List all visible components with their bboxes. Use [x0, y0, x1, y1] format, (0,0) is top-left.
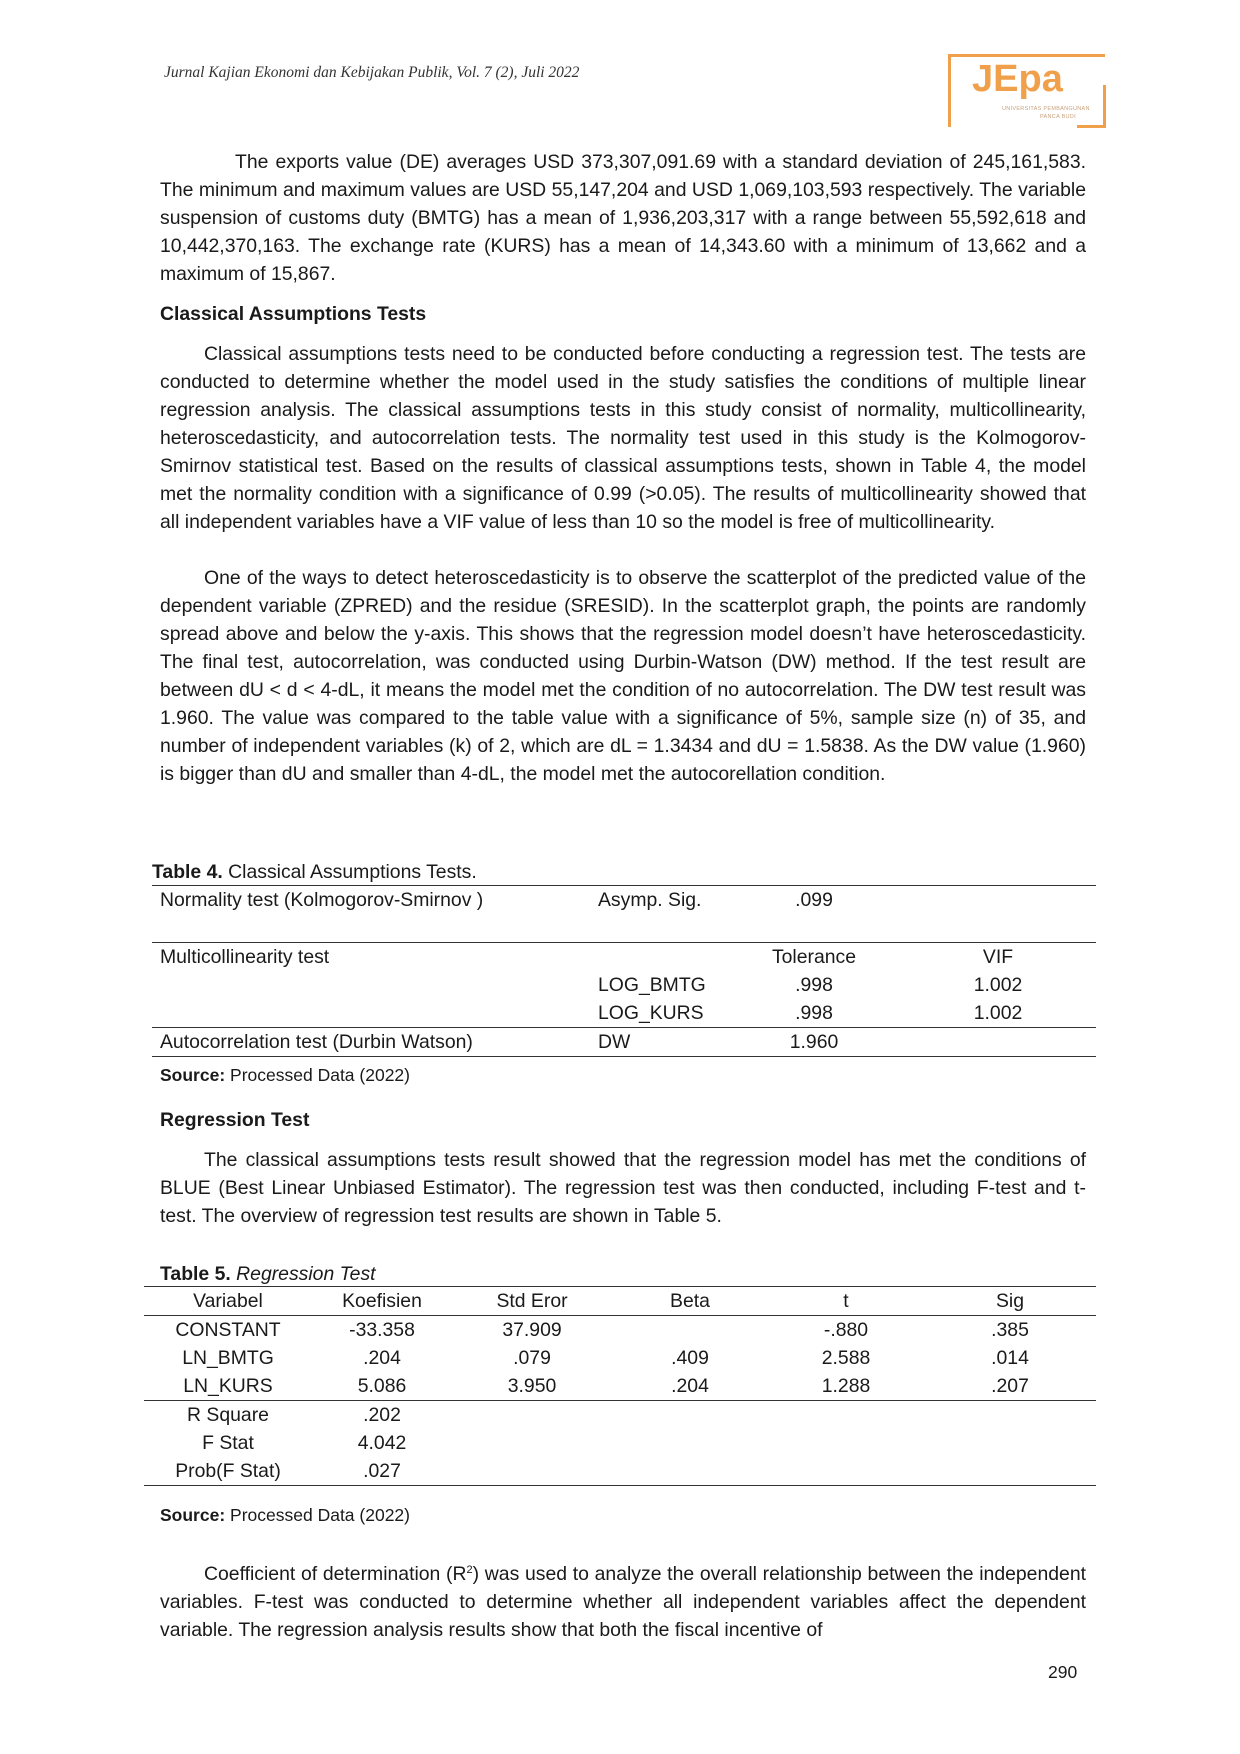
stat-label: R Square	[187, 1404, 269, 1426]
source-text: Processed Data (2022)	[230, 1065, 410, 1085]
logo-subtitle-2: PANCA BUDI	[1040, 114, 1076, 120]
header-cell: t	[843, 1290, 849, 1312]
cell-vif: 1.002	[973, 973, 1023, 996]
table4-source	[160, 1064, 410, 1086]
paragraph-text: Classical assumptions tests need to be conducted before conducting a regression test. The tests are conducted to determine whether the model used in the study satisfies the conditions of multiple linear regression analysis. The classical assumptions tests in this study consist of normality, multicollinearity, heteroscedasticity, and autocorrelation tests. The normality test used in this study is the Kolmogorov-Smirnov statistical test. Based on the results of classical assumptions tests, shown in Table 4, the model met the normality condition with a significance of 0.99 (>0.05). The results of multicollinearity showed that all independent variables have a VIF value of less than 10 so the model is free of multicollinearity.	[160, 343, 1086, 533]
paragraph-determination	[160, 1560, 1086, 1644]
cell-tol: .998	[795, 973, 833, 996]
cell: -.880	[823, 1319, 869, 1341]
cell-tol: .998	[795, 1001, 833, 1024]
section-heading: Classical Assumptions Tests	[160, 303, 427, 325]
cell: LN_BMTG	[182, 1347, 274, 1369]
cell-value: .099	[795, 889, 833, 911]
cell: .409	[671, 1347, 709, 1369]
stat-row	[144, 1401, 1096, 1430]
table4-row-multicol-header	[152, 942, 1096, 971]
cell: 1.288	[821, 1375, 871, 1397]
stat-value: .202	[363, 1404, 401, 1426]
stat-label: Prob(F Stat)	[175, 1460, 281, 1482]
paragraph-text: The classical assumptions tests result showed that the regression model has met the conditions of BLUE (Best Linear Unbiased Estimator). The regression test was then conducted, including F-test and t-test. The overview of regression test results are shown in Table 5.	[160, 1149, 1086, 1227]
source-label: Source:	[160, 1065, 226, 1085]
cell: .385	[991, 1319, 1029, 1341]
table4-label: Table 4.	[152, 861, 223, 883]
table5-caption	[160, 1262, 376, 1286]
superscript: 2	[466, 1564, 473, 1576]
cell: 3.950	[507, 1375, 557, 1397]
source-text: Processed Data (2022)	[230, 1505, 410, 1525]
paragraph-text: The exports value (DE) averages USD 373,307,091.69 with a standard deviation of 245,161,583. The minimum and maximum values are USD 55,147,204 and USD 1,069,103,593 respectively. The variable suspension of customs duty (BMTG) has a mean of 1,936,203,317 with a range between 55,592,618 and 10,442,370,163. The exchange rate (KURS) has a mean of 14,343.60 with a minimum of 13,662 and a maximum of 15,867.	[160, 151, 1086, 285]
cell-stat: Asymp. Sig.	[598, 889, 702, 911]
header-cell: Beta	[670, 1290, 710, 1312]
table4	[152, 885, 1096, 1057]
paragraph-part: ) was used to analyze the overall relationship between the independent variables. F-test was conducted to determine whether all independent variables affect the dependent variable. The regression analysis results show that both the fiscal incentive of	[160, 1563, 1086, 1641]
stat-label: F Stat	[202, 1432, 254, 1454]
paragraph-classical	[160, 340, 1086, 536]
source-label: Source:	[160, 1505, 226, 1525]
cell: 5.086	[357, 1375, 407, 1397]
logo-mark: JEpa	[972, 58, 1063, 100]
cell: .079	[513, 1347, 551, 1369]
section-regression	[160, 1106, 1086, 1134]
cell-value: 1.960	[789, 1030, 839, 1053]
cell-vif: 1.002	[973, 1001, 1023, 1024]
cell: LN_KURS	[183, 1375, 273, 1397]
table4-row-bmtg	[152, 971, 1096, 999]
header-cell: Std Eror	[496, 1290, 568, 1312]
stat-row	[144, 1429, 1096, 1457]
paragraph-exports	[160, 148, 1086, 288]
table5	[144, 1286, 1096, 1486]
table4-row-autocorr	[152, 1027, 1096, 1056]
cell: CONSTANT	[175, 1319, 281, 1341]
section-classical	[160, 300, 1086, 328]
table-row	[144, 1372, 1096, 1401]
header-cell: Sig	[995, 1290, 1025, 1312]
stat-value: .027	[363, 1460, 401, 1482]
paragraph-text: One of the ways to detect heteroscedasticity is to observe the scatterplot of the predicted value of the dependent variable (ZPRED) and the residue (SRESID). In the scatterplot graph, the points are randomly spread above and below the y-axis. This shows that the regression model doesn’t have heteroscedasticity. The final test, autocorrelation, was conducted using Durbin-Watson (DW) method. If the test result are between dU < d < 4-dL, it means the model met the condition of no autocorrelation. The DW test result was 1.960. The value was compared to the table value with a significance of 5%, sample size (n) of 35, and number of independent variables (k) of 2, which are dL = 1.3434 and dU = 1.5838. As the DW value (1.960) is bigger than dU and smaller than 4-dL, the model met the autocorellation condition.	[160, 567, 1086, 785]
table5-source	[160, 1504, 410, 1526]
cell-vif-header: VIF	[982, 945, 1014, 968]
cell-var: LOG_KURS	[598, 1001, 704, 1024]
cell	[612, 1316, 768, 1345]
cell-test: Autocorrelation test (Durbin Watson)	[160, 1030, 473, 1053]
cell-test: Multicollinearity test	[160, 945, 330, 968]
paragraph-text	[160, 1560, 1086, 1644]
table5-title: Regression Test	[236, 1263, 376, 1285]
cell-test: Normality test (Kolmogorov-Smirnov )	[160, 889, 484, 911]
table4-row-normality	[152, 886, 1096, 915]
stat-value: 4.042	[357, 1432, 407, 1454]
cell-stat: DW	[598, 1030, 631, 1053]
paragraph-regression	[160, 1146, 1086, 1230]
cell: .204	[363, 1347, 401, 1369]
header-cell: Koefisien	[342, 1290, 422, 1312]
table-row	[144, 1344, 1096, 1372]
table4-caption	[152, 860, 477, 884]
table4-row-kurs	[152, 999, 1096, 1028]
paragraph-part: Coefficient of determination (R	[204, 1563, 467, 1585]
table5-header-row	[144, 1287, 1096, 1316]
cell: 2.588	[821, 1347, 871, 1369]
cell: .204	[671, 1375, 709, 1397]
logo-subtitle-1: UNIVERSITAS PEMBANGUNAN	[1002, 106, 1090, 112]
table-row	[144, 1316, 1096, 1345]
page-number: 290	[1048, 1662, 1078, 1682]
cell-tolerance-header: Tolerance	[771, 945, 857, 968]
stat-row	[144, 1457, 1096, 1486]
cell: 37.909	[502, 1319, 562, 1341]
journal-logo	[948, 54, 1106, 128]
cell: .014	[991, 1347, 1029, 1369]
section-heading: Regression Test	[160, 1109, 310, 1131]
table4-title: Classical Assumptions Tests.	[228, 861, 477, 883]
cell: .207	[991, 1375, 1029, 1397]
header-cell: Variabel	[193, 1290, 263, 1312]
paragraph-heteroscedasticity	[160, 564, 1086, 788]
journal-header: Jurnal Kajian Ekonomi dan Kebijakan Publik, Vol. 7 (2), Juli 2022	[164, 64, 580, 81]
cell: -33.358	[349, 1319, 415, 1341]
cell-var: LOG_BMTG	[598, 973, 706, 996]
table5-label: Table 5.	[160, 1263, 231, 1285]
